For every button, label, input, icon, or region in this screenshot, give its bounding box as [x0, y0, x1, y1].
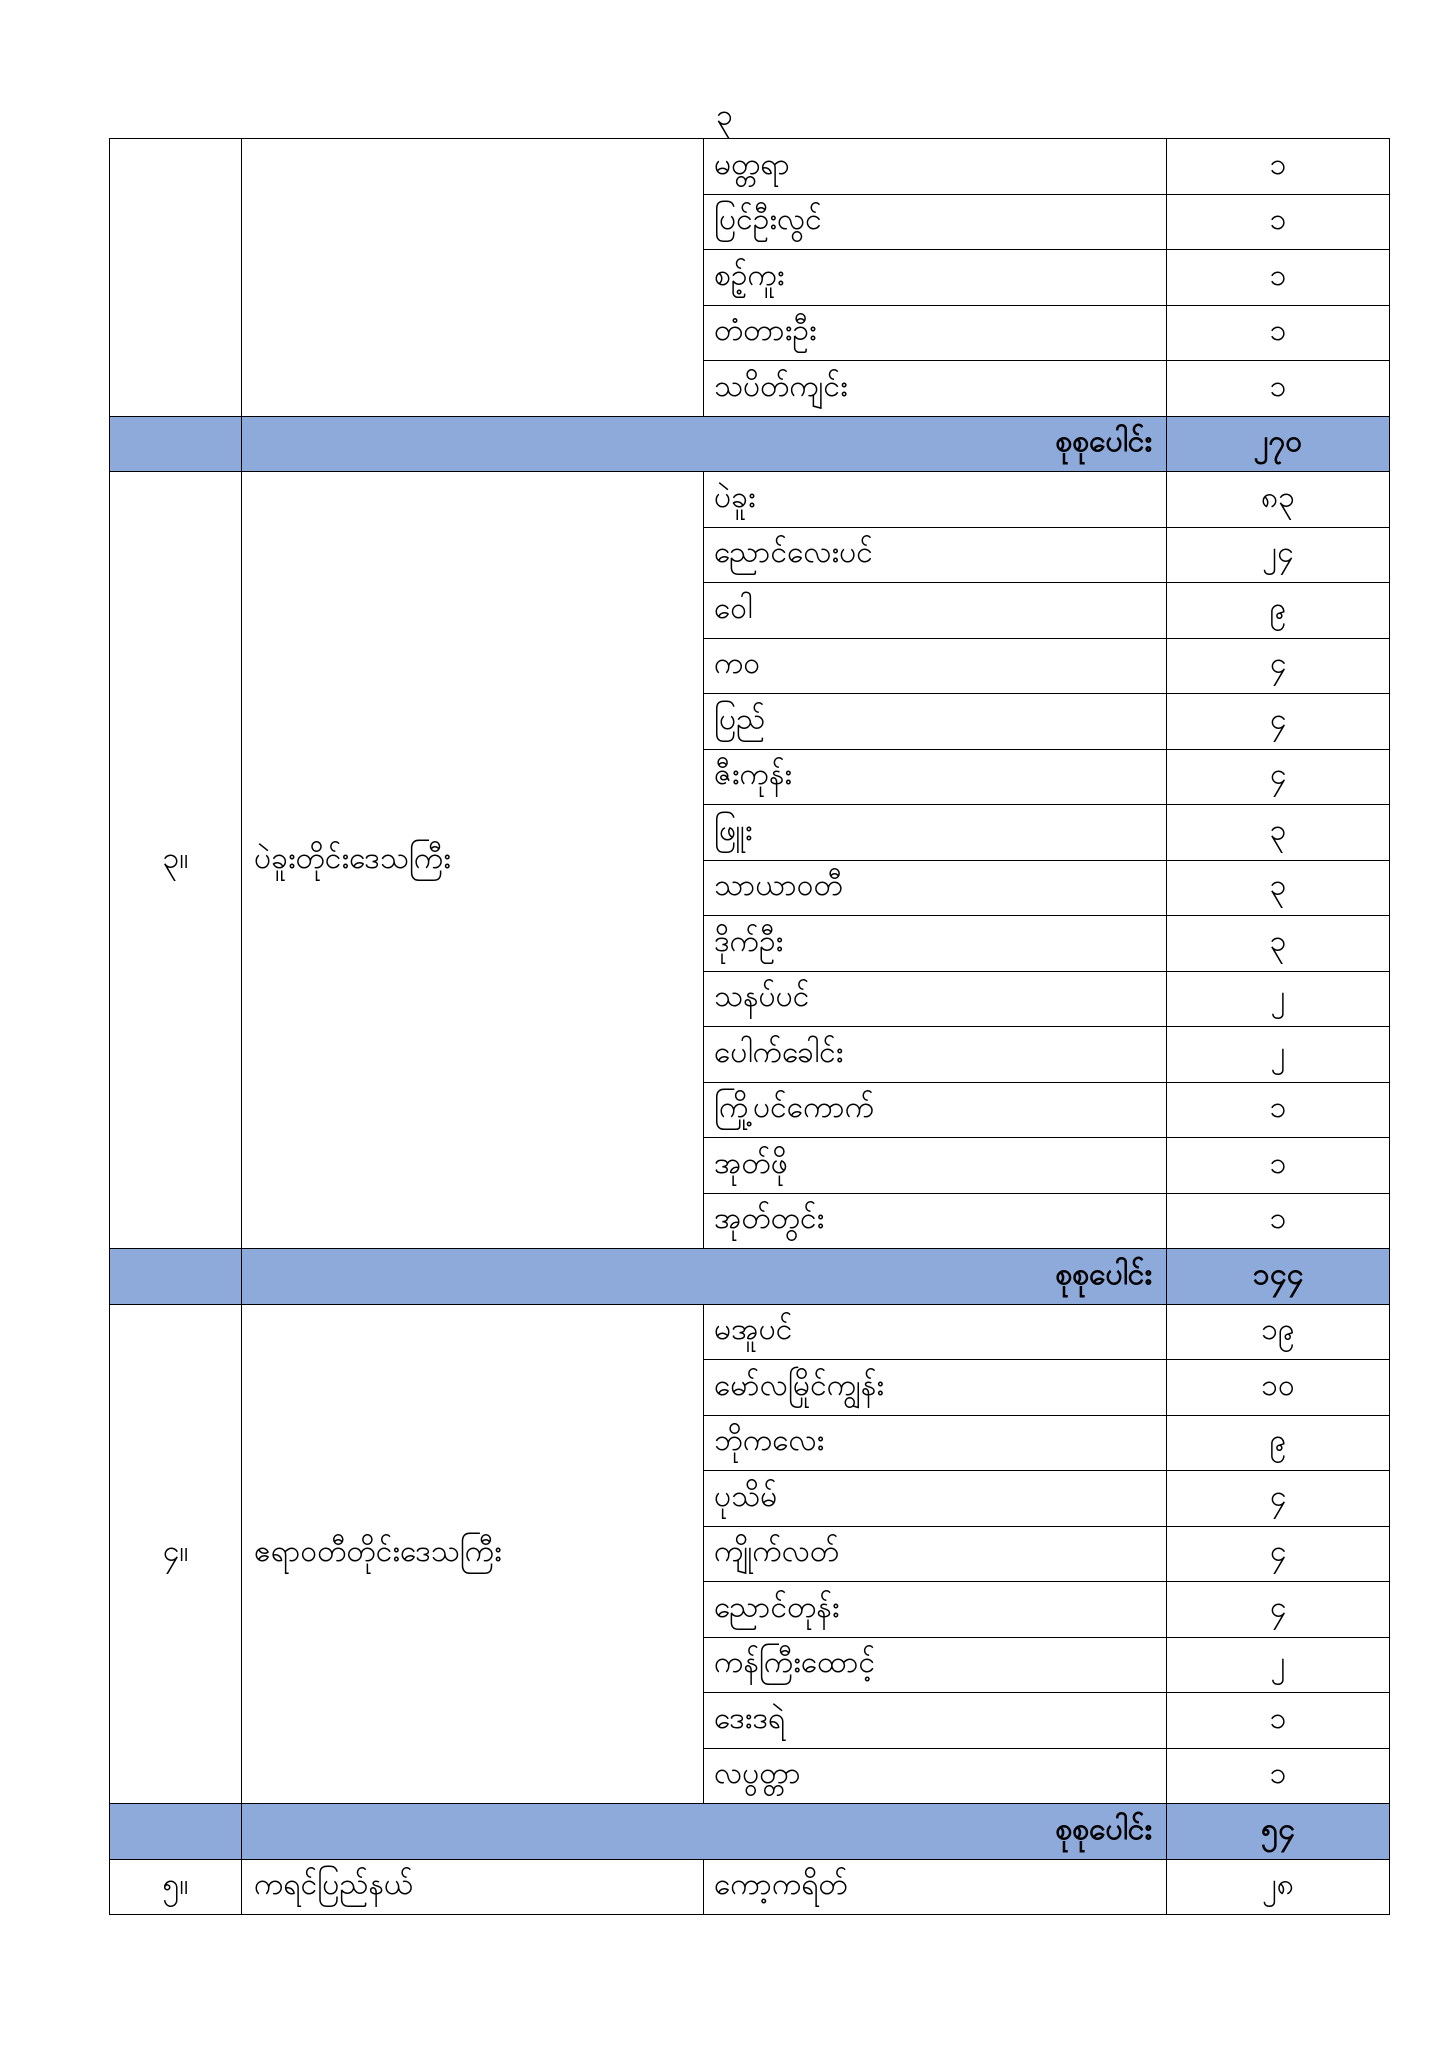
count-cell: ၁ — [1167, 1748, 1390, 1804]
table-row — [110, 139, 1390, 195]
township-cell: အုတ်ဖို — [704, 1138, 1167, 1194]
township-cell: လပွတ္တာ — [704, 1748, 1167, 1804]
township-cell: ပုသိမ် — [704, 1471, 1167, 1527]
subtotal-label: စုစုပေါင်း — [242, 1249, 1167, 1305]
count-cell: ၁၀ — [1167, 1360, 1390, 1416]
count-cell: ၁ — [1167, 1193, 1390, 1249]
township-cell: ဝေါ — [704, 583, 1167, 639]
township-cell: ပြင်ဦးလွင် — [704, 194, 1167, 250]
count-cell: ၂၈ — [1167, 1859, 1390, 1915]
township-cell: ပဲခူး — [704, 472, 1167, 528]
region-name-cell: ပဲခူးတိုင်းဒေသကြီး — [242, 472, 704, 1249]
subtotal-row — [110, 1249, 1390, 1305]
region-number-cell — [110, 139, 242, 417]
subtotal-row — [110, 416, 1390, 472]
count-cell: ၄ — [1167, 638, 1390, 694]
count-cell: ၁ — [1167, 194, 1390, 250]
region-name-cell — [242, 139, 704, 417]
township-cell: ကော့ကရိတ် — [704, 1859, 1167, 1915]
township-cell: သပိတ်ကျင်း — [704, 361, 1167, 417]
subtotal-row — [110, 1804, 1390, 1860]
page-number: ၃ — [716, 98, 733, 133]
count-cell: ၂ — [1167, 1637, 1390, 1693]
township-cell: ညောင်လေးပင် — [704, 527, 1167, 583]
count-cell: ၄ — [1167, 1582, 1390, 1638]
count-cell: ၁ — [1167, 1693, 1390, 1749]
region-number-cell: ၃။ — [110, 472, 242, 1249]
count-cell: ၁၉ — [1167, 1304, 1390, 1360]
count-cell: ၁ — [1167, 139, 1390, 195]
township-cell: ပြည် — [704, 694, 1167, 750]
region-name-cell: ကရင်ပြည်နယ် — [242, 1859, 704, 1915]
subtotal-label: စုစုပေါင်း — [242, 1804, 1167, 1860]
subtotal-value: ၁၄၄ — [1167, 1249, 1390, 1305]
township-cell: တံတားဦး — [704, 305, 1167, 361]
township-cell: သာယာဝတီ — [704, 860, 1167, 916]
count-cell: ၃ — [1167, 916, 1390, 972]
region-number-cell: ၅။ — [110, 1859, 242, 1915]
subtotal-blank-cell — [110, 416, 242, 472]
count-cell: ၄ — [1167, 749, 1390, 805]
table-row — [110, 472, 1390, 528]
township-cell: စဥ့်ကူး — [704, 250, 1167, 306]
township-cell: မအူပင် — [704, 1304, 1167, 1360]
table-body — [110, 139, 1390, 1915]
count-cell: ၁ — [1167, 1138, 1390, 1194]
region-number-cell: ၄။ — [110, 1304, 242, 1804]
count-cell: ၄ — [1167, 1526, 1390, 1582]
region-name-cell: ဧရာဝတီတိုင်းဒေသကြီး — [242, 1304, 704, 1804]
count-cell: ၄ — [1167, 694, 1390, 750]
table-row — [110, 1859, 1390, 1915]
count-cell: ၈၃ — [1167, 472, 1390, 528]
count-cell: ၁ — [1167, 361, 1390, 417]
count-cell: ၄ — [1167, 1471, 1390, 1527]
township-cell: ဒေးဒရဲ — [704, 1693, 1167, 1749]
subtotal-value: ၂၇၀ — [1167, 416, 1390, 472]
count-cell: ၁ — [1167, 250, 1390, 306]
township-cell: ဖြူး — [704, 805, 1167, 861]
township-cell: ပေါက်ခေါင်း — [704, 1027, 1167, 1083]
township-cell: သနပ်ပင် — [704, 971, 1167, 1027]
count-cell: ၂၄ — [1167, 527, 1390, 583]
township-cell: ကျိုက်လတ် — [704, 1526, 1167, 1582]
township-cell: ဒိုက်ဦး — [704, 916, 1167, 972]
subtotal-blank-cell — [110, 1804, 242, 1860]
township-cell: ဇီးကုန်း — [704, 749, 1167, 805]
count-cell: ၃ — [1167, 805, 1390, 861]
subtotal-label: စုစုပေါင်း — [242, 416, 1167, 472]
township-count-table — [109, 138, 1390, 1915]
township-cell: ကြို့ပင်ကောက် — [704, 1082, 1167, 1138]
township-cell: ကဝ — [704, 638, 1167, 694]
subtotal-blank-cell — [110, 1249, 242, 1305]
count-cell: ၂ — [1167, 1027, 1390, 1083]
township-cell: ကန်ကြီးထောင့် — [704, 1637, 1167, 1693]
count-cell: ၉ — [1167, 583, 1390, 639]
count-cell: ၁ — [1167, 1082, 1390, 1138]
township-cell: မော်လမြိုင်ကျွန်း — [704, 1360, 1167, 1416]
township-cell: အုတ်တွင်း — [704, 1193, 1167, 1249]
township-cell: ဘိုကလေး — [704, 1415, 1167, 1471]
township-cell: မတ္တရာ — [704, 139, 1167, 195]
township-cell: ညောင်တုန်း — [704, 1582, 1167, 1638]
table-row — [110, 1304, 1390, 1360]
count-cell: ၉ — [1167, 1415, 1390, 1471]
count-cell: ၂ — [1167, 971, 1390, 1027]
count-cell: ၁ — [1167, 305, 1390, 361]
subtotal-value: ၅၄ — [1167, 1804, 1390, 1860]
count-cell: ၃ — [1167, 860, 1390, 916]
